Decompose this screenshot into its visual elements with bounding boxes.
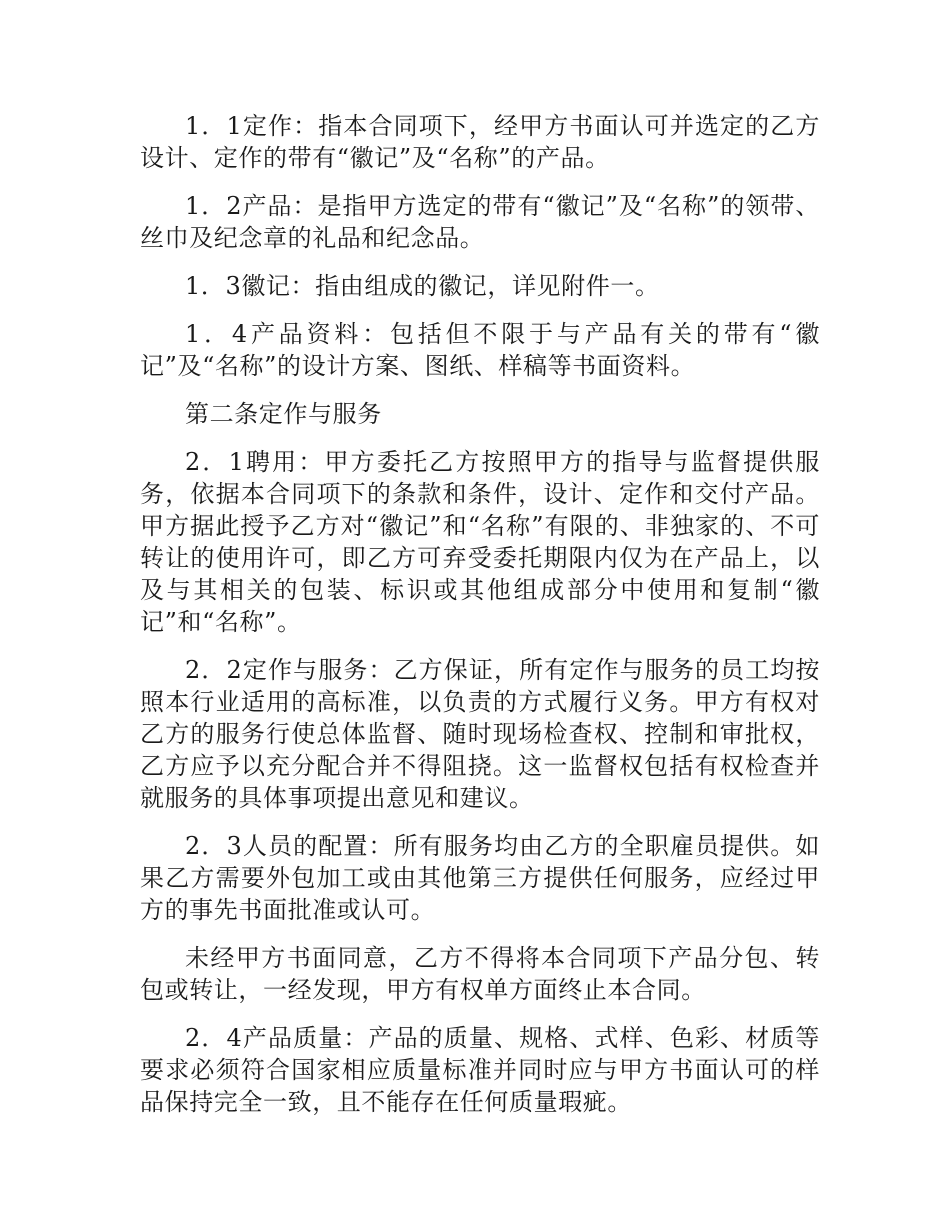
clause-2-3: 2．3人员的配置：所有服务均由乙方的全职雇员提供。如果乙方需要外包加工或由其他第三方提供任何服务，应经过甲方的事先书面批准或认可。 xyxy=(140,832,820,924)
clause-1-4: 1．4产品资料：包括但不限于与产品有关的带有“徽记”及“名称”的设计方案、图纸、样稿等书面资料。 xyxy=(140,320,820,380)
clause-2-2: 2．2定作与服务：乙方保证，所有定作与服务的员工均按照本行业适用的高标准，以负责的方式履行义务。甲方有权对乙方的服务行使总体监督、随时现场检查权、控制和审批权，乙方应予以充分配合并不得阻挠。这一监督权包括有权检查并就服务的具体事项提出意见和建议。 xyxy=(140,656,820,812)
clause-2-1: 2．1聘用：甲方委托乙方按照甲方的指导与监督提供服务，依据本合同项下的条款和条件，设计、定作和交付产品。甲方据此授予乙方对“徽记”和“名称”有限的、非独家的、不可转让的使用许可，即乙方可弃受委托期限内仅为在产品上，以及与其相关的包装、标识或其他组成部分中使用和复制“徽记”和“名称”。 xyxy=(140,448,820,636)
clause-1-2: 1．2产品：是指甲方选定的带有“徽记”及“名称”的领带、丝巾及纪念章的礼品和纪念品。 xyxy=(140,192,820,252)
clause-2-4: 2．4产品质量：产品的质量、规格、式样、色彩、材质等要求必须符合国家相应质量标准并同时应与甲方书面认可的样品保持完全一致，且不能存在任何质量瑕疵。 xyxy=(140,1024,820,1116)
clause-2-3-subcontract: 未经甲方书面同意，乙方不得将本合同项下产品分包、转包或转让，一经发现，甲方有权单方面终止本合同。 xyxy=(140,944,820,1004)
contract-body xyxy=(140,110,820,1134)
clause-1-1: 1．1定作：指本合同项下，经甲方书面认可并选定的乙方设计、定作的带有“徽记”及“名称”的产品。 xyxy=(140,112,820,172)
clause-1-3: 1．3徽记：指由组成的徽记，详见附件一。 xyxy=(185,272,660,300)
section-heading-article-2: 第二条定作与服务 xyxy=(185,400,382,428)
